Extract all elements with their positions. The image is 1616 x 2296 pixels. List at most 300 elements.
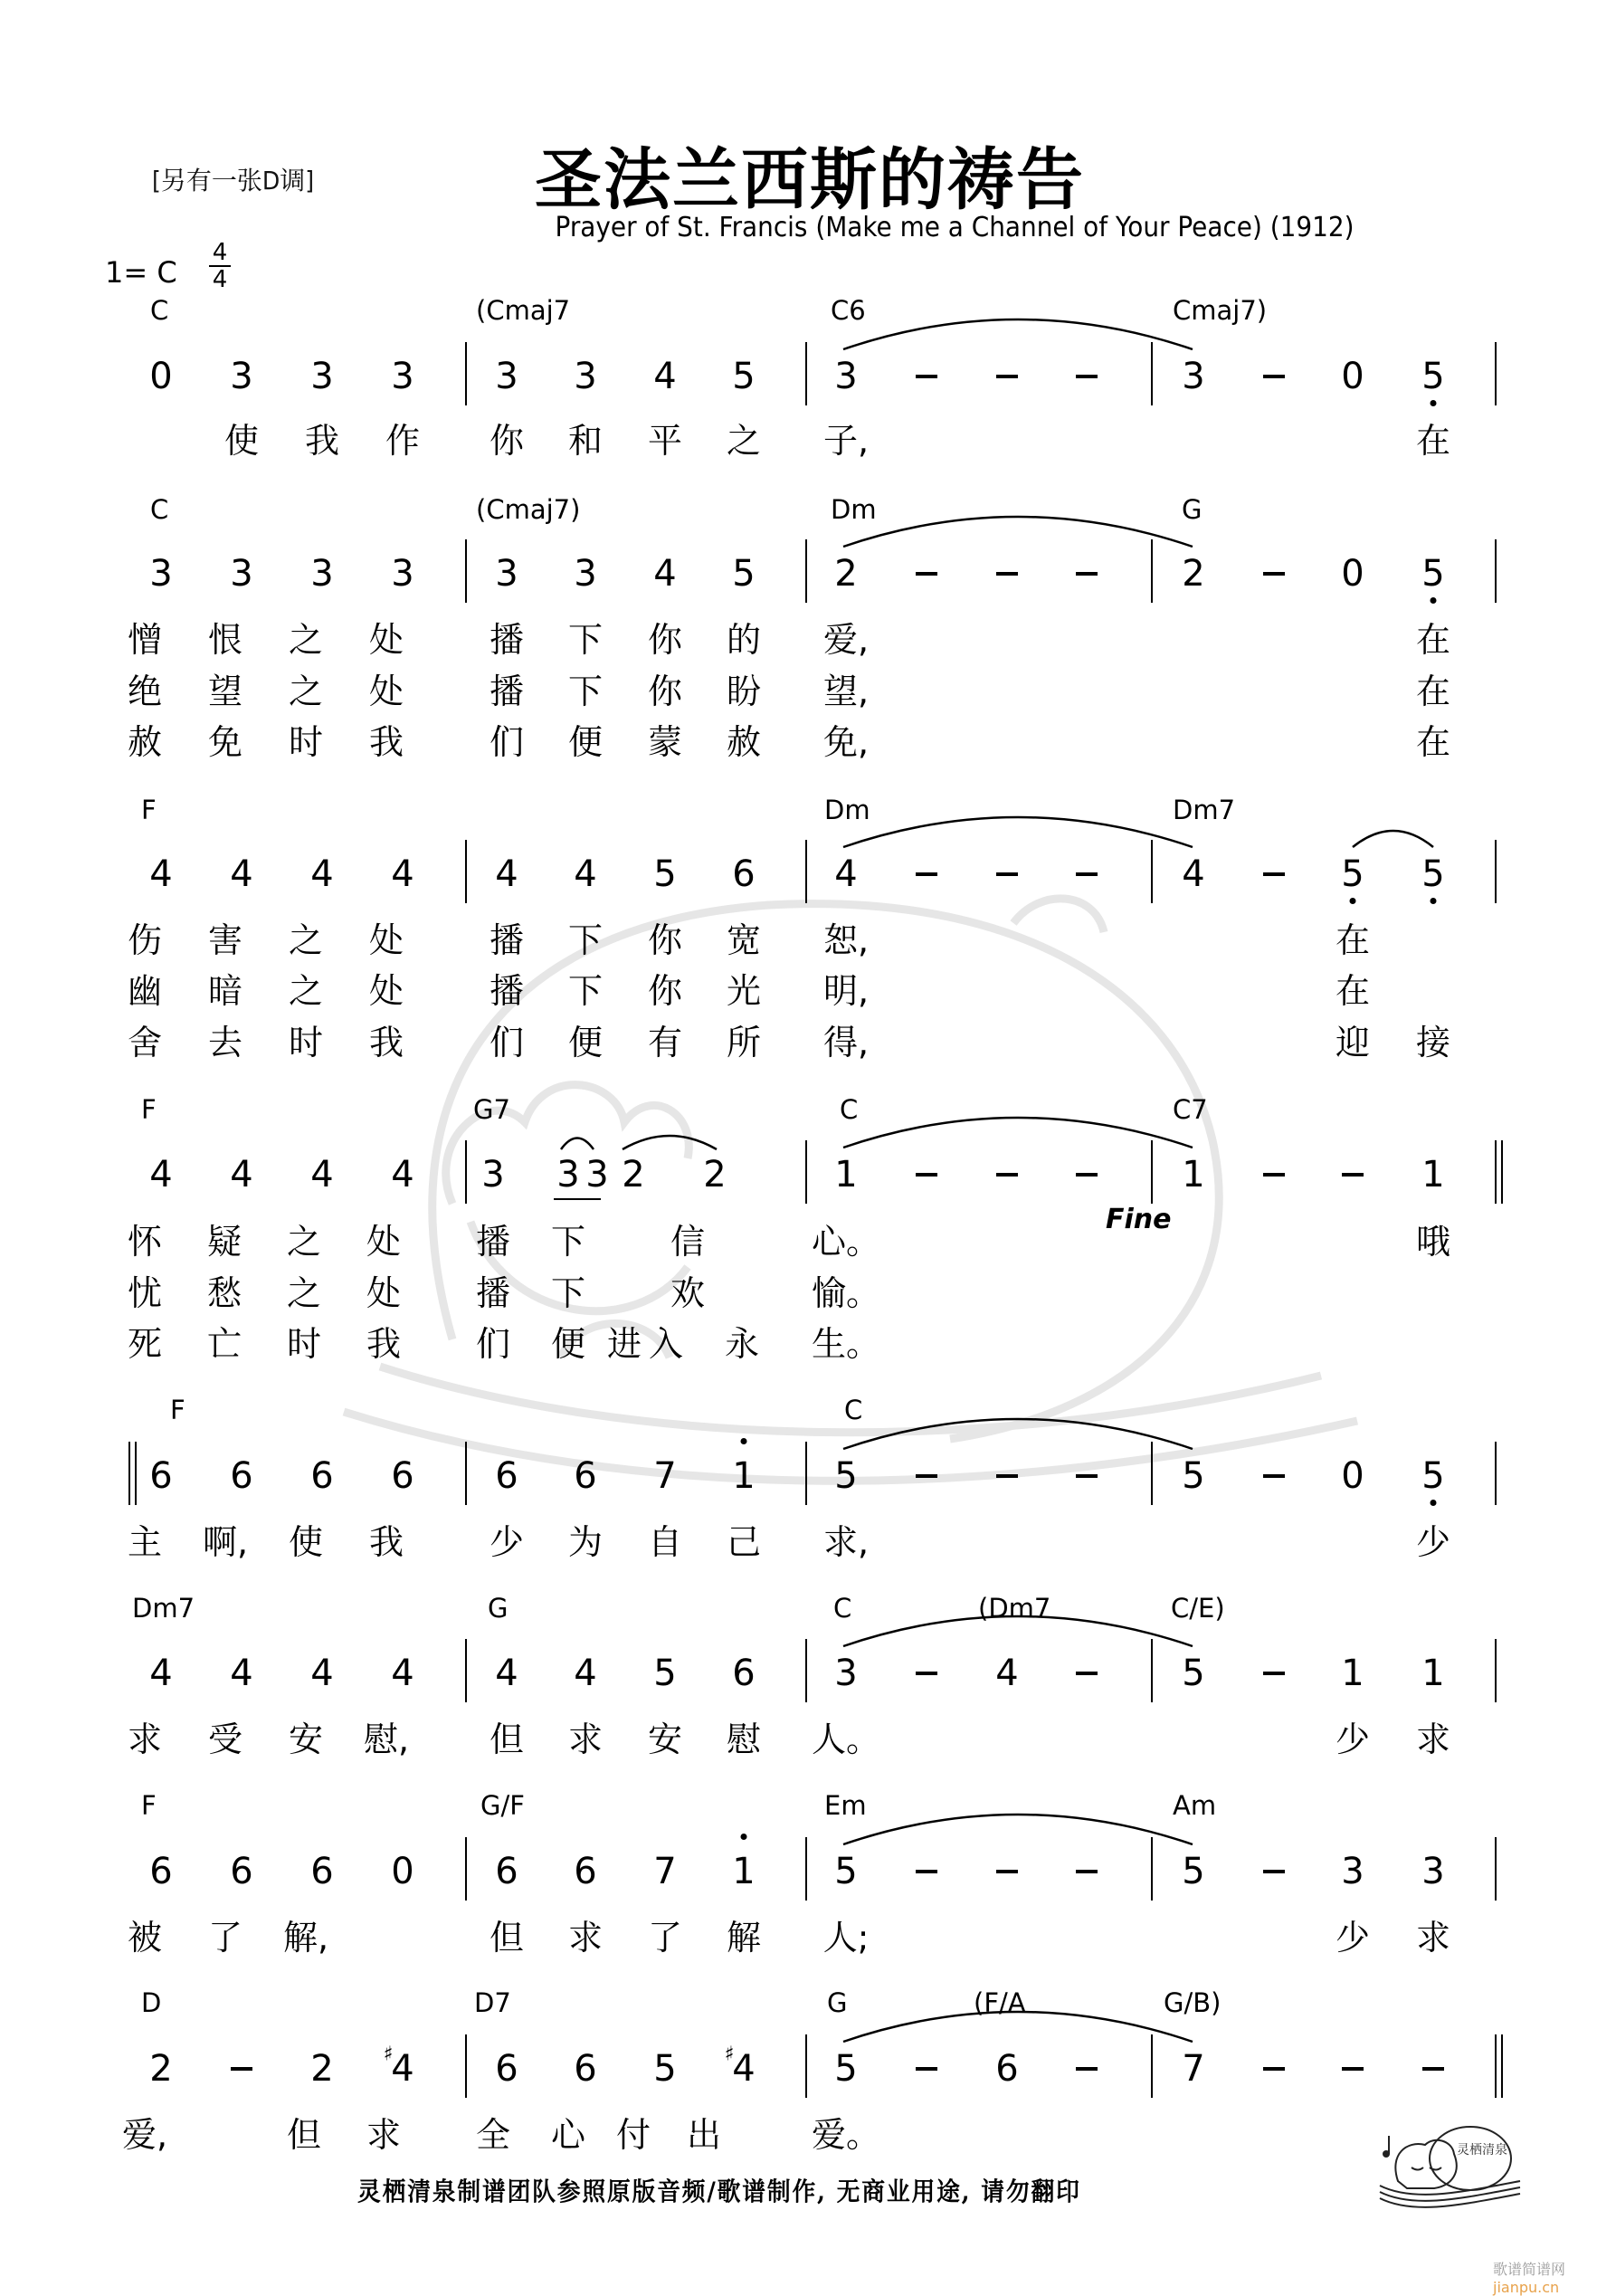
lyric-syllable: 和 <box>567 421 604 461</box>
chord-symbol: C <box>844 1395 863 1425</box>
barline <box>805 342 807 405</box>
duration-dash <box>916 572 937 576</box>
lyric-syllable: 少 <box>1415 1522 1451 1562</box>
lyric-syllable: 爱, <box>822 620 870 660</box>
note: 3 <box>310 356 334 397</box>
lyric-syllable: 作 <box>385 421 421 461</box>
page-title: 圣法兰西斯的祷告 <box>535 141 1085 219</box>
lyric-syllable: 你 <box>647 672 683 711</box>
duration-dash <box>916 1474 937 1478</box>
lyric-syllable: 便 <box>567 1023 604 1062</box>
site-watermark <box>1493 2258 1616 2296</box>
note: 4 <box>495 1653 518 1694</box>
note: 4 <box>574 853 597 895</box>
note: 4 <box>310 1154 334 1196</box>
note: 4 <box>149 1154 173 1196</box>
lyric-syllable: 在 <box>1335 920 1371 960</box>
chord-symbol: (Cmaj7 <box>476 295 571 326</box>
duration-dash <box>1263 1672 1285 1675</box>
lyric-syllable: 但 <box>286 2115 322 2155</box>
lyric-syllable: 忧 <box>127 1273 163 1313</box>
chord-symbol: (F/A <box>974 1987 1026 2018</box>
lyric-syllable: 之 <box>288 920 324 960</box>
lyric-syllable: 我 <box>366 1324 402 1364</box>
octave-dot-below <box>1350 898 1356 904</box>
duration-dash <box>916 1672 937 1675</box>
lyric-syllable: 信 <box>670 1222 706 1262</box>
lyric-syllable: 时 <box>288 722 324 762</box>
lyric-syllable: 你 <box>489 421 525 461</box>
note: 3 <box>391 356 414 397</box>
note: 6 <box>230 1851 253 1892</box>
lingqi-qingquan-logo-icon <box>1371 2118 1525 2217</box>
note: 4 <box>995 1653 1019 1694</box>
lyric-syllable: 播 <box>489 620 525 660</box>
lyric-syllable: 爱。 <box>811 2115 881 2155</box>
lyric-syllable: 人; <box>822 1918 870 1958</box>
lyric-syllable: 哦 <box>1415 1222 1451 1262</box>
note: 4 <box>574 1653 597 1694</box>
note: 5 <box>732 356 756 397</box>
note: 0 <box>149 356 173 397</box>
duration-dash <box>916 1870 937 1873</box>
barline <box>465 2034 467 2098</box>
lyric-syllable: 入 <box>648 1324 684 1364</box>
octave-dot-below <box>1431 597 1437 604</box>
lyric-syllable: 之 <box>286 1273 322 1313</box>
note: 6 <box>995 2048 1019 2090</box>
note: 4 <box>230 1653 253 1694</box>
lyric-syllable: 暗 <box>207 971 243 1011</box>
lyric-syllable: 子, <box>822 421 870 461</box>
note: 5 <box>1341 853 1364 895</box>
note: 6 <box>310 1851 334 1892</box>
lyric-syllable: 之 <box>726 421 762 461</box>
sharp-sign: ♯ <box>724 2043 735 2066</box>
note: 4 <box>495 853 518 895</box>
time-signature <box>209 241 231 291</box>
note: 6 <box>495 1455 518 1497</box>
lyric-syllable: 处 <box>366 1222 402 1262</box>
barline <box>1151 1639 1153 1702</box>
note: 3 <box>310 553 334 595</box>
note: 7 <box>653 1455 677 1497</box>
footer-credit: 灵栖清泉制谱团队参照原版音频/歌谱制作, 无商业用途, 请勿翻印 <box>357 2177 1081 2206</box>
note: 5 <box>653 853 677 895</box>
lyric-syllable: 在 <box>1415 672 1451 711</box>
double-barline <box>1495 1140 1497 1204</box>
note: 1 <box>1421 1653 1445 1694</box>
lyric-syllable: 恨 <box>207 620 243 660</box>
barline <box>1495 342 1497 405</box>
lyric-syllable: 播 <box>489 672 525 711</box>
lyric-syllable: 望 <box>207 672 243 711</box>
note: 4 <box>149 853 173 895</box>
chord-symbol: Cmaj7) <box>1173 295 1268 326</box>
chord-symbol: G/F <box>480 1790 525 1821</box>
double-barline <box>1501 1140 1503 1204</box>
duration-dash <box>1076 872 1098 876</box>
lyric-syllable: 时 <box>288 1023 324 1062</box>
barline <box>1495 840 1497 903</box>
lyric-syllable: 全 <box>475 2115 511 2155</box>
barline <box>1495 539 1497 603</box>
duration-dash <box>1076 375 1098 378</box>
lyric-syllable: 慰 <box>726 1720 762 1759</box>
note: 4 <box>653 356 677 397</box>
duration-dash <box>996 572 1018 576</box>
lyric-syllable: 了 <box>647 1918 683 1958</box>
note: 6 <box>391 1455 414 1497</box>
lyric-syllable: 但 <box>489 1918 525 1958</box>
lyric-syllable: 少 <box>489 1522 525 1562</box>
note: 5 <box>653 2048 677 2090</box>
lyric-syllable: 有 <box>647 1023 683 1062</box>
note: 5 <box>1182 1653 1205 1694</box>
lyric-syllable: 付 <box>615 2115 651 2155</box>
octave-dot-above <box>741 1834 747 1840</box>
note: 2 <box>310 2048 334 2090</box>
note: 3 <box>391 553 414 595</box>
note: 4 <box>653 553 677 595</box>
lyric-syllable: 播 <box>489 971 525 1011</box>
chord-symbol: C <box>150 295 169 326</box>
duration-dash <box>916 1173 937 1177</box>
barline <box>1151 1140 1153 1204</box>
lyric-syllable: 望, <box>822 672 870 711</box>
duration-dash <box>1076 1870 1098 1873</box>
lyric-syllable: 生。 <box>811 1324 881 1364</box>
chord-symbol: (Dm7 <box>978 1593 1051 1624</box>
note: 2 <box>703 1154 727 1196</box>
lyric-syllable: 求 <box>366 2115 402 2155</box>
lyric-syllable: 下 <box>567 971 604 1011</box>
lyric-syllable: 心 <box>550 2115 586 2155</box>
lyric-syllable: 求, <box>822 1522 870 1562</box>
lyric-syllable: 下 <box>567 672 604 711</box>
lyric-syllable: 使 <box>288 1522 324 1562</box>
lyric-syllable: 心。 <box>811 1222 881 1262</box>
barline <box>465 539 467 603</box>
chord-symbol: C <box>150 494 169 525</box>
double-barline <box>1501 2034 1503 2098</box>
note: 4 <box>732 2048 756 2090</box>
chord-symbol: D7 <box>474 1987 511 2018</box>
note: 3 <box>230 553 253 595</box>
lyric-syllable: 主 <box>127 1522 163 1562</box>
lyric-syllable: 之 <box>288 971 324 1011</box>
lyric-syllable: 光 <box>726 971 762 1011</box>
note: 4 <box>149 1653 173 1694</box>
duration-dash <box>1263 872 1285 876</box>
note: 5 <box>1182 1851 1205 1892</box>
note: 0 <box>1341 553 1364 595</box>
lyric-syllable: 解 <box>726 1918 762 1958</box>
note: 6 <box>574 2048 597 2090</box>
note: 5 <box>1421 1455 1445 1497</box>
duration-dash <box>1076 1173 1098 1177</box>
duration-dash <box>1263 572 1285 576</box>
duration-dash <box>1076 1672 1098 1675</box>
note: 3 <box>585 1154 609 1196</box>
note: 0 <box>391 1851 414 1892</box>
note: 4 <box>391 2048 414 2090</box>
note: 3 <box>574 356 597 397</box>
chord-symbol: C <box>840 1094 859 1125</box>
note: 3 <box>1182 356 1205 397</box>
note: 6 <box>574 1851 597 1892</box>
barline <box>465 1639 467 1702</box>
octave-dot-below <box>1431 898 1437 904</box>
note: 1 <box>834 1154 858 1196</box>
svg-text:灵栖清泉: 灵栖清泉 <box>1457 2143 1507 2158</box>
start-double-barline <box>128 1442 130 1505</box>
barline <box>465 342 467 405</box>
lyric-syllable: 在 <box>1415 421 1451 461</box>
note: 4 <box>230 853 253 895</box>
duration-dash <box>996 1173 1018 1177</box>
lyric-syllable: 赦 <box>726 722 762 762</box>
lyric-syllable: 死 <box>127 1324 163 1364</box>
lyric-syllable: 免, <box>822 722 870 762</box>
lyric-syllable: 为 <box>567 1522 604 1562</box>
chord-symbol: G <box>827 1987 848 2018</box>
barline <box>1495 1639 1497 1702</box>
time-signature-top: 4 <box>212 239 228 266</box>
lyric-syllable: 但 <box>489 1720 525 1759</box>
lyric-syllable: 安 <box>288 1720 324 1759</box>
lyric-syllable: 处 <box>368 971 404 1011</box>
eighth-note-underline <box>554 1198 601 1200</box>
lyric-syllable: 接 <box>1415 1023 1451 1062</box>
lyric-syllable: 在 <box>1335 971 1371 1011</box>
note: 5 <box>653 1653 677 1694</box>
lyric-syllable: 求 <box>1415 1918 1451 1958</box>
chord-symbol: (Cmaj7) <box>476 494 581 525</box>
barline <box>1151 539 1153 603</box>
lyric-syllable: 己 <box>726 1522 762 1562</box>
english-subtitle: Prayer of St. Francis (Make me a Channel of Your Peace) (1912) <box>555 212 1355 243</box>
lyric-syllable: 安 <box>647 1720 683 1759</box>
chord-symbol: Dm7 <box>1173 795 1236 825</box>
note: 6 <box>495 2048 518 2090</box>
lyric-syllable: 害 <box>207 920 243 960</box>
duration-dash <box>1422 2067 1444 2071</box>
note: 0 <box>1341 356 1364 397</box>
note: 4 <box>230 1154 253 1196</box>
lyric-syllable: 之 <box>286 1222 322 1262</box>
note: 7 <box>1182 2048 1205 2090</box>
lyric-syllable: 憎 <box>127 620 163 660</box>
octave-dot-below <box>1431 400 1437 406</box>
lyric-syllable: 们 <box>489 722 525 762</box>
octave-dot-below <box>1431 1500 1437 1506</box>
lyric-syllable: 时 <box>286 1324 322 1364</box>
barline <box>1151 1837 1153 1901</box>
duration-dash <box>996 375 1018 378</box>
lyric-syllable: 免 <box>207 722 243 762</box>
lyric-syllable: 你 <box>647 620 683 660</box>
lyric-syllable: 少 <box>1335 1918 1371 1958</box>
duration-dash <box>916 375 937 378</box>
lyric-syllable: 我 <box>368 1522 404 1562</box>
lyric-syllable: 播 <box>475 1273 511 1313</box>
duration-dash <box>916 2067 937 2071</box>
note: 5 <box>1182 1455 1205 1497</box>
note: 0 <box>1341 1455 1364 1497</box>
key-signature: 1= C <box>105 255 177 290</box>
lyric-syllable: 绝 <box>127 672 163 711</box>
note: 6 <box>230 1455 253 1497</box>
duration-dash <box>1263 1474 1285 1478</box>
barline <box>1151 2034 1153 2098</box>
note: 2 <box>834 553 858 595</box>
lyric-syllable: 自 <box>647 1522 683 1562</box>
note: 4 <box>391 853 414 895</box>
note: 3 <box>481 1154 505 1196</box>
note: 7 <box>653 1851 677 1892</box>
lyric-syllable: 受 <box>207 1720 243 1759</box>
note: 3 <box>574 553 597 595</box>
lyric-syllable: 便 <box>550 1324 586 1364</box>
duration-dash <box>996 872 1018 876</box>
note: 1 <box>1341 1653 1364 1694</box>
lyric-syllable: 便 <box>567 722 604 762</box>
time-signature-bottom: 4 <box>212 266 228 293</box>
note-high-1: 1 <box>732 1455 756 1497</box>
lyric-syllable: 愁 <box>206 1273 242 1313</box>
note: 2 <box>1182 553 1205 595</box>
duration-dash <box>1076 1474 1098 1478</box>
lyric-syllable: 在 <box>1415 722 1451 762</box>
note: 4 <box>391 1653 414 1694</box>
lyric-syllable: 平 <box>647 421 683 461</box>
lyric-syllable: 们 <box>475 1324 511 1364</box>
chord-symbol: Dm <box>824 795 870 825</box>
barline <box>1151 1442 1153 1505</box>
chord-symbol: G7 <box>473 1094 510 1125</box>
lyric-syllable: 播 <box>489 920 525 960</box>
lyric-syllable: 我 <box>304 421 340 461</box>
note: 6 <box>732 853 756 895</box>
barline <box>1495 1837 1497 1901</box>
lyric-syllable: 进 <box>606 1324 642 1364</box>
lyric-syllable: 们 <box>489 1023 525 1062</box>
note: 3 <box>834 356 858 397</box>
barline <box>805 2034 807 2098</box>
alternate-key-note: [另有一张D调] <box>152 166 315 195</box>
note: 6 <box>495 1851 518 1892</box>
chord-symbol: G <box>488 1593 509 1624</box>
lyric-syllable: 求 <box>127 1720 163 1759</box>
note: 3 <box>149 553 173 595</box>
note: 4 <box>1182 853 1205 895</box>
barline <box>465 1442 467 1505</box>
lyric-syllable: 永 <box>724 1324 760 1364</box>
note: 3 <box>495 553 518 595</box>
lyric-syllable: 少 <box>1335 1720 1371 1759</box>
lyric-syllable: 人。 <box>811 1720 881 1759</box>
duration-dash <box>1263 1173 1285 1177</box>
note: 4 <box>310 853 334 895</box>
lyric-syllable: 爱, <box>121 2115 168 2155</box>
lyric-syllable: 疑 <box>206 1222 242 1262</box>
lyric-syllable: 盼 <box>726 672 762 711</box>
lyric-syllable: 幽 <box>127 971 163 1011</box>
note: 6 <box>149 1851 173 1892</box>
double-barline <box>1495 2034 1497 2098</box>
lyric-syllable: 啊, <box>202 1522 249 1562</box>
note-high-1: 1 <box>732 1851 756 1892</box>
note: 4 <box>391 1154 414 1196</box>
octave-dot-above <box>741 1438 747 1444</box>
barline <box>465 1140 467 1204</box>
barline <box>805 840 807 903</box>
duration-dash <box>916 872 937 876</box>
lyric-syllable: 使 <box>223 421 260 461</box>
note: 1 <box>1421 1154 1445 1196</box>
chord-symbol: G <box>1182 494 1202 525</box>
note: 3 <box>1421 1851 1445 1892</box>
duration-dash <box>1076 572 1098 576</box>
lyric-syllable: 明, <box>822 971 870 1011</box>
note: 6 <box>732 1653 756 1694</box>
duration-dash <box>1342 2067 1364 2071</box>
lyric-syllable: 在 <box>1415 620 1451 660</box>
lyric-syllable: 下 <box>567 620 604 660</box>
note: 5 <box>732 553 756 595</box>
note: 5 <box>1421 356 1445 397</box>
fine-marking: Fine <box>1106 1204 1172 1235</box>
barline <box>465 840 467 903</box>
lyric-syllable: 慰, <box>363 1720 410 1759</box>
sharp-sign: ♯ <box>383 2043 394 2066</box>
note: 2 <box>149 2048 173 2090</box>
chord-symbol: Em <box>824 1790 867 1821</box>
site-cn: 歌谱简谱网 <box>1493 2261 1566 2278</box>
duration-dash <box>1263 2067 1285 2071</box>
note: 3 <box>230 356 253 397</box>
lyric-syllable: 下 <box>550 1222 586 1262</box>
note: 3 <box>495 356 518 397</box>
lyric-syllable: 愉。 <box>811 1273 881 1313</box>
barline <box>805 1140 807 1204</box>
chord-symbol: F <box>141 1094 157 1125</box>
duration-dash <box>996 1870 1018 1873</box>
chord-symbol: C7 <box>1173 1094 1208 1125</box>
note: 3 <box>1341 1851 1364 1892</box>
note: 3 <box>556 1154 580 1196</box>
chord-symbol: Am <box>1173 1790 1217 1821</box>
lyric-syllable: 蒙 <box>647 722 683 762</box>
note: 4 <box>834 853 858 895</box>
lyric-syllable: 迎 <box>1335 1023 1371 1062</box>
lyric-syllable: 播 <box>475 1222 511 1262</box>
lyric-syllable: 我 <box>368 1023 404 1062</box>
barline <box>1151 342 1153 405</box>
lyric-syllable: 得, <box>822 1023 870 1062</box>
note: 3 <box>834 1653 858 1694</box>
lyric-syllable: 之 <box>288 672 324 711</box>
duration-dash <box>996 1474 1018 1478</box>
lyric-syllable: 所 <box>726 1023 762 1062</box>
note: 6 <box>310 1455 334 1497</box>
lyric-syllable: 处 <box>368 672 404 711</box>
duration-dash <box>1263 1870 1285 1873</box>
lyric-syllable: 你 <box>647 971 683 1011</box>
lyric-syllable: 下 <box>567 920 604 960</box>
lyric-syllable: 被 <box>127 1918 163 1958</box>
